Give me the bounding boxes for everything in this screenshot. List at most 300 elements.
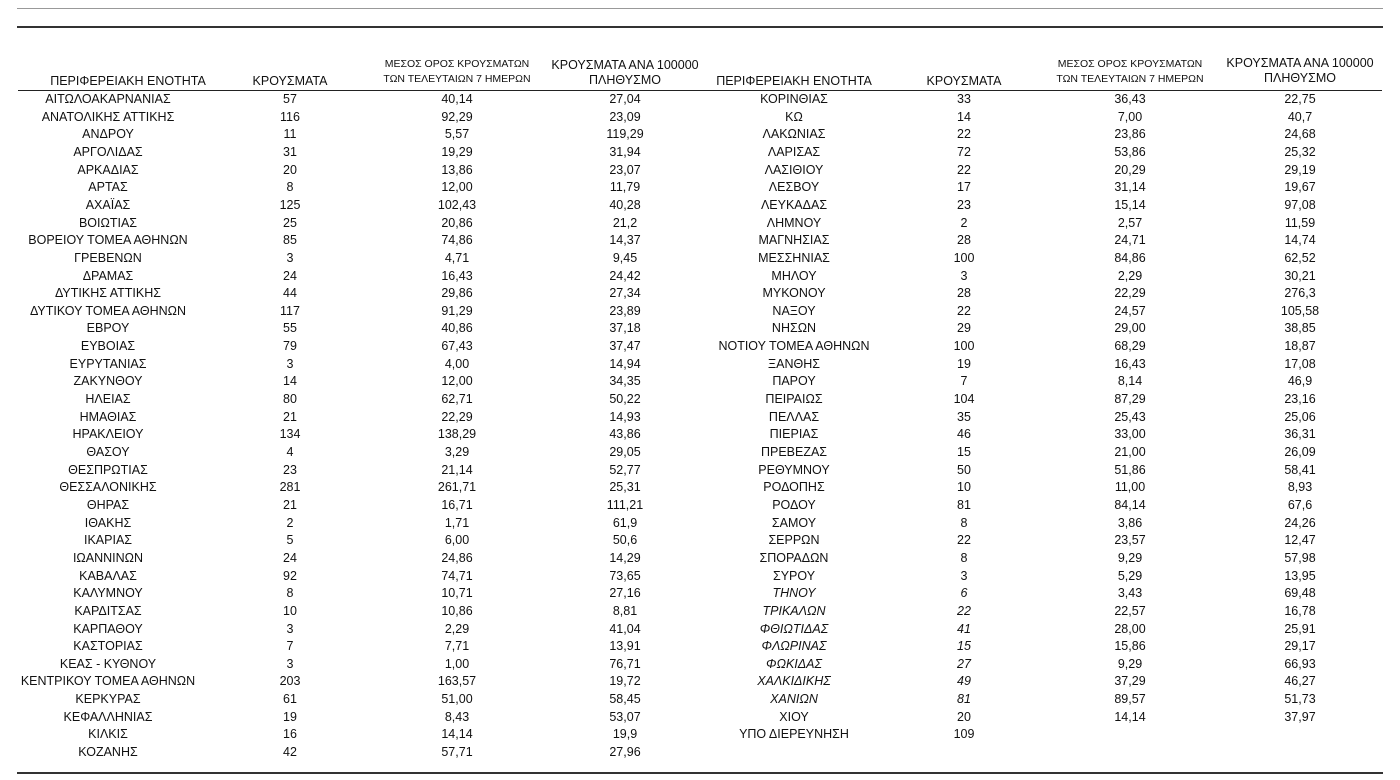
cases-cell: 44 xyxy=(283,286,297,301)
region-cell: ΚΑΛΥΜΝΟΥ xyxy=(73,586,143,601)
per100k-cell: 14,74 xyxy=(1284,233,1316,248)
cases-cell: 10 xyxy=(283,603,297,618)
cases-cell: 41 xyxy=(957,621,971,636)
table-row xyxy=(0,161,1400,179)
cases-cell: 19 xyxy=(957,356,971,371)
cases-cell: 24 xyxy=(283,550,297,565)
region-cell: ΝΟΤΙΟΥ ΤΟΜΕΑ ΑΘΗΝΩΝ xyxy=(718,339,870,354)
region-cell: ΕΥΡΥΤΑΝΙΑΣ xyxy=(69,356,147,371)
per100k-cell: 23,09 xyxy=(609,109,641,124)
region-cell: ΣΑΜΟΥ xyxy=(771,515,817,530)
per100k-cell: 23,16 xyxy=(1284,392,1316,407)
cases-cell: 22 xyxy=(957,303,971,318)
region-cell: ΛΕΣΒΟΥ xyxy=(768,180,820,195)
cases-cell: 81 xyxy=(957,692,971,707)
region-cell: ΧΑΝΙΩΝ xyxy=(770,692,818,707)
region-cell: ΦΘΙΩΤΙΔΑΣ xyxy=(759,621,829,636)
cases-cell: 8 xyxy=(960,515,968,530)
per100k-cell: 11,59 xyxy=(1284,215,1316,230)
per100k-cell: 52,77 xyxy=(609,462,641,477)
avg-7day-cell: 15,86 xyxy=(1114,639,1146,654)
region-cell: ΑΧΑΪΑΣ xyxy=(85,197,131,212)
region-cell: ΓΡΕΒΕΝΩΝ xyxy=(74,250,142,265)
region-cell: ΘΗΡΑΣ xyxy=(86,497,130,512)
header-per100k-line1: ΚΡΟΥΣΜΑΤΑ ΑΝΑ 100000 xyxy=(551,58,699,72)
cases-cell: 100 xyxy=(953,339,975,354)
cases-cell: 116 xyxy=(280,109,300,124)
region-cell: ΙΘΑΚΗΣ xyxy=(84,515,132,530)
header-cases: ΚΡΟΥΣΜΑΤΑ xyxy=(252,74,328,88)
table-row xyxy=(0,372,1400,390)
avg-7day-cell: 11,00 xyxy=(1114,480,1146,495)
avg-7day-cell: 12,00 xyxy=(441,180,473,195)
avg-7day-cell: 20,29 xyxy=(1114,162,1146,177)
region-cell: ΗΜΑΘΙΑΣ xyxy=(79,409,137,424)
avg-7day-cell: 22,29 xyxy=(441,409,473,424)
region-cell: ΚΕΡΚΥΡΑΣ xyxy=(75,692,141,707)
region-cell: ΚΕΦΑΛΛΗΝΙΑΣ xyxy=(63,709,153,724)
region-cell: ΖΑΚΥΝΘΟΥ xyxy=(73,374,143,389)
region-cell: ΒΟΙΩΤΙΑΣ xyxy=(78,215,138,230)
cases-cell: 22 xyxy=(957,603,971,618)
avg-7day-cell: 23,57 xyxy=(1114,533,1146,548)
per100k-cell: 57,98 xyxy=(1284,550,1316,565)
cases-cell: 23 xyxy=(957,197,971,212)
avg-7day-cell: 24,57 xyxy=(1114,303,1146,318)
region-cell: ΑΝΑΤΟΛΙΚΗΣ ΑΤΤΙΚΗΣ xyxy=(41,109,175,124)
header-avg-line1: ΜΕΣΟΣ ΟΡΟΣ ΚΡΟΥΣΜΑΤΩΝ xyxy=(384,58,530,70)
per100k-cell: 24,42 xyxy=(609,268,641,283)
avg-7day-cell: 8,43 xyxy=(444,709,470,724)
cases-cell: 85 xyxy=(283,233,297,248)
region-cell: ΡΕΘΥΜΝΟΥ xyxy=(758,462,830,477)
cases-cell: 104 xyxy=(953,392,975,407)
per100k-cell: 12,47 xyxy=(1284,533,1316,548)
table-row xyxy=(0,249,1400,267)
region-cell: ΗΛΕΙΑΣ xyxy=(85,392,131,407)
avg-7day-cell: 92,29 xyxy=(441,109,473,124)
per100k-cell: 18,87 xyxy=(1284,339,1316,354)
region-cell: ΧΑΛΚΙΔΙΚΗΣ xyxy=(757,674,831,689)
cases-cell: 23 xyxy=(283,462,297,477)
region-cell: ΘΑΣΟΥ xyxy=(86,445,130,459)
region-cell: ΜΕΣΣΗΝΙΑΣ xyxy=(758,250,830,265)
per100k-cell: 13,95 xyxy=(1284,568,1316,583)
per100k-cell: 43,86 xyxy=(609,427,641,442)
footer-rule xyxy=(17,772,1383,774)
region-cell: ΚΑΡΔΙΤΣΑΣ xyxy=(74,603,142,618)
cases-cell: 28 xyxy=(957,286,971,301)
region-cell: ΕΒΡΟΥ xyxy=(86,321,130,336)
cases-cell: 14 xyxy=(283,374,297,389)
cases-cell: 25 xyxy=(283,215,297,230)
avg-7day-cell: 3,86 xyxy=(1117,515,1143,530)
region-cell: ΝΑΞΟΥ xyxy=(772,303,816,318)
cases-cell: 20 xyxy=(957,709,971,724)
avg-7day-cell: 23,86 xyxy=(1114,127,1146,142)
per100k-cell: 66,93 xyxy=(1284,656,1316,671)
cases-cell: 24 xyxy=(283,268,297,283)
per100k-cell: 25,31 xyxy=(609,480,641,495)
per100k-cell: 24,26 xyxy=(1284,515,1316,530)
region-cell: ΧΙΟΥ xyxy=(779,709,809,724)
per100k-cell: 27,16 xyxy=(609,586,641,601)
region-cell: ΙΚΑΡΙΑΣ xyxy=(83,533,133,548)
avg-7day-cell: 57,71 xyxy=(441,745,473,760)
avg-7day-cell: 84,14 xyxy=(1114,497,1146,512)
region-cell: ΚΟΡΙΝΘΙΑΣ xyxy=(760,92,828,106)
avg-7day-cell: 2,57 xyxy=(1117,215,1143,230)
avg-7day-cell: 5,57 xyxy=(444,127,470,142)
per100k-cell: 40,7 xyxy=(1287,109,1313,124)
avg-7day-cell: 14,14 xyxy=(441,727,473,742)
avg-7day-cell: 2,29 xyxy=(1117,268,1143,283)
cases-cell: 8 xyxy=(286,180,294,195)
cases-cell: 2 xyxy=(960,215,968,230)
table-row xyxy=(0,584,1400,602)
cases-cell: 50 xyxy=(957,462,971,477)
per100k-cell: 97,08 xyxy=(1284,197,1316,212)
region-cell: ΑΡΤΑΣ xyxy=(88,180,128,195)
cases-cell: 28 xyxy=(957,233,971,248)
cases-cell: 7 xyxy=(286,639,294,654)
table-row xyxy=(0,319,1400,337)
cases-cell: 35 xyxy=(957,409,971,424)
per100k-cell: 25,91 xyxy=(1284,621,1316,636)
avg-7day-cell: 40,14 xyxy=(441,92,473,106)
region-cell: ΙΩΑΝΝΙΝΩΝ xyxy=(72,550,144,565)
cases-cell: 49 xyxy=(957,674,971,689)
table-row xyxy=(0,549,1400,567)
avg-7day-cell: 37,29 xyxy=(1114,674,1146,689)
cases-cell: 21 xyxy=(283,409,297,424)
per100k-cell: 25,06 xyxy=(1284,409,1316,424)
cases-cell: 3 xyxy=(286,656,294,671)
table-row xyxy=(0,337,1400,355)
header-avg-line2: ΤΩΝ ΤΕΛΕΥΤΑΙΩΝ 7 ΗΜΕΡΩΝ xyxy=(383,73,531,85)
per100k-cell: 27,96 xyxy=(609,745,641,760)
table-row xyxy=(0,708,1400,726)
cases-cell: 21 xyxy=(283,497,297,512)
cases-cell: 27 xyxy=(957,656,971,671)
per100k-cell: 8,81 xyxy=(612,603,638,618)
table-row xyxy=(0,655,1400,673)
per100k-cell: 46,9 xyxy=(1287,374,1313,389)
region-cell: ΑΡΓΟΛΙΔΑΣ xyxy=(73,144,143,159)
region-cell: ΠΡΕΒΕΖΑΣ xyxy=(760,445,828,459)
per100k-cell: 19,9 xyxy=(612,727,638,742)
table-row xyxy=(0,743,1400,761)
region-cell: ΜΑΓΝΗΣΙΑΣ xyxy=(758,233,830,248)
region-cell: ΚΑΒΑΛΑΣ xyxy=(79,568,137,583)
region-cell: ΕΥΒΟΙΑΣ xyxy=(80,339,136,354)
cases-cell: 31 xyxy=(283,144,297,159)
per100k-cell: 58,45 xyxy=(609,692,641,707)
table-row xyxy=(0,284,1400,302)
cases-cell: 3 xyxy=(960,568,968,583)
region-cell: ΑΡΚΑΔΙΑΣ xyxy=(77,162,139,177)
table-row xyxy=(0,355,1400,373)
table-row xyxy=(0,125,1400,143)
cases-cell: 22 xyxy=(957,127,971,142)
cases-cell: 72 xyxy=(957,144,971,159)
avg-7day-cell: 20,86 xyxy=(441,215,473,230)
per100k-cell: 19,67 xyxy=(1284,180,1316,195)
avg-7day-cell: 102,43 xyxy=(437,197,477,212)
cases-cell: 29 xyxy=(957,321,971,336)
cases-cell: 4 xyxy=(286,445,294,459)
cases-cell: 80 xyxy=(283,392,297,407)
header-region: ΠΕΡΙΦΕΡΕΙΑΚΗ ΕΝΟΤΗΤΑ xyxy=(716,74,872,88)
per100k-cell: 51,73 xyxy=(1284,692,1316,707)
avg-7day-cell: 10,86 xyxy=(441,603,473,618)
avg-7day-cell: 138,29 xyxy=(437,427,477,442)
per100k-cell: 22,75 xyxy=(1284,92,1316,106)
per100k-cell: 34,35 xyxy=(609,374,641,389)
avg-7day-cell: 6,00 xyxy=(444,533,470,548)
region-cell: ΣΕΡΡΩΝ xyxy=(768,533,820,548)
cases-cell: 15 xyxy=(957,639,971,654)
cases-cell: 100 xyxy=(953,250,975,265)
avg-7day-cell: 4,71 xyxy=(444,250,470,265)
avg-7day-cell: 84,86 xyxy=(1114,250,1146,265)
per100k-cell: 19,72 xyxy=(609,674,641,689)
region-cell: ΔΡΑΜΑΣ xyxy=(82,268,134,283)
cases-cell: 22 xyxy=(957,533,971,548)
table-row xyxy=(0,178,1400,196)
cases-cell: 55 xyxy=(283,321,297,336)
per100k-cell: 27,34 xyxy=(609,286,641,301)
avg-7day-cell: 89,57 xyxy=(1114,692,1146,707)
per100k-cell: 69,48 xyxy=(1284,586,1316,601)
per100k-cell: 37,47 xyxy=(609,339,641,354)
header-rule xyxy=(17,26,1383,28)
per100k-cell: 38,85 xyxy=(1284,321,1316,336)
avg-7day-cell: 3,29 xyxy=(444,445,470,459)
avg-7day-cell: 4,00 xyxy=(444,356,470,371)
table-row xyxy=(0,725,1400,743)
avg-7day-cell: 7,00 xyxy=(1117,109,1143,124)
per100k-cell: 76,71 xyxy=(609,656,641,671)
per100k-cell: 73,65 xyxy=(609,568,641,583)
avg-7day-cell: 68,29 xyxy=(1114,339,1146,354)
avg-7day-cell: 21,14 xyxy=(441,462,473,477)
region-cell: ΡΟΔΟΠΗΣ xyxy=(763,480,825,495)
cases-cell: 57 xyxy=(283,92,297,106)
cases-cell: 20 xyxy=(283,162,297,177)
cases-cell: 8 xyxy=(286,586,294,601)
per100k-cell: 40,28 xyxy=(609,197,641,212)
region-cell: ΒΟΡΕΙΟΥ ΤΟΜΕΑ ΑΘΗΝΩΝ xyxy=(28,233,188,248)
header-per100k-line1: ΚΡΟΥΣΜΑΤΑ ΑΝΑ 100000 xyxy=(1226,56,1374,70)
avg-7day-cell: 8,14 xyxy=(1117,374,1143,389)
cases-cell: 46 xyxy=(957,427,971,442)
table-row xyxy=(0,143,1400,161)
cases-cell: 3 xyxy=(286,250,294,265)
per100k-cell: 50,22 xyxy=(609,392,641,407)
region-cell: ΤΡΙΚΑΛΩΝ xyxy=(762,603,826,618)
region-cell: ΑΙΤΩΛΟΑΚΑΡΝΑΝΙΑΣ xyxy=(45,92,171,106)
avg-7day-cell: 29,86 xyxy=(441,286,473,301)
table-row xyxy=(0,267,1400,285)
region-cell: ΑΝΔΡΟΥ xyxy=(82,127,134,142)
avg-7day-cell: 10,71 xyxy=(441,586,473,601)
per100k-cell: 50,6 xyxy=(612,533,638,548)
avg-7day-cell: 16,43 xyxy=(1114,356,1146,371)
avg-7day-cell: 22,29 xyxy=(1114,286,1146,301)
header-cases: ΚΡΟΥΣΜΑΤΑ xyxy=(926,74,1002,88)
per100k-cell: 29,17 xyxy=(1284,639,1316,654)
avg-7day-cell: 12,00 xyxy=(441,374,473,389)
per100k-cell: 37,97 xyxy=(1284,709,1316,724)
table-row xyxy=(0,196,1400,214)
cases-cell: 17 xyxy=(957,180,971,195)
per100k-cell: 276,3 xyxy=(1284,286,1316,301)
header-region: ΠΕΡΙΦΕΡΕΙΑΚΗ ΕΝΟΤΗΤΑ xyxy=(50,74,206,88)
per100k-cell: 67,6 xyxy=(1287,497,1313,512)
table-row xyxy=(0,214,1400,232)
region-cell: ΘΕΣΠΡΩΤΙΑΣ xyxy=(68,462,148,477)
region-cell: ΛΑΚΩΝΙΑΣ xyxy=(762,127,826,142)
region-cell: ΠΕΛΛΑΣ xyxy=(768,409,820,424)
region-cell: ΗΡΑΚΛΕΙΟΥ xyxy=(72,427,144,442)
per100k-cell: 46,27 xyxy=(1284,674,1316,689)
table-row xyxy=(0,231,1400,249)
region-cell: ΥΠΟ ΔΙΕΡΕΥΝΗΣΗ xyxy=(739,727,849,742)
region-cell: ΦΩΚΙΔΑΣ xyxy=(766,656,822,671)
cases-cell: 281 xyxy=(279,480,301,495)
per100k-cell: 105,58 xyxy=(1280,303,1320,318)
avg-7day-cell: 9,29 xyxy=(1117,656,1143,671)
region-cell: ΠΙΕΡΙΑΣ xyxy=(769,427,819,442)
cases-cell: 109 xyxy=(953,727,975,742)
avg-7day-cell: 19,29 xyxy=(441,144,473,159)
table-row xyxy=(0,690,1400,708)
avg-7day-cell: 7,71 xyxy=(444,639,470,654)
region-cell: ΚΙΛΚΙΣ xyxy=(88,727,128,742)
avg-7day-cell: 24,71 xyxy=(1114,233,1146,248)
region-cell: ΚΩ xyxy=(785,109,803,124)
table-row xyxy=(0,514,1400,532)
per100k-cell: 14,29 xyxy=(609,550,641,565)
per100k-cell: 14,93 xyxy=(609,409,641,424)
avg-7day-cell: 51,00 xyxy=(441,692,473,707)
table-row xyxy=(0,602,1400,620)
per100k-cell: 11,79 xyxy=(609,180,641,195)
table-row xyxy=(0,90,1400,108)
avg-7day-cell: 24,86 xyxy=(441,550,473,565)
avg-7day-cell: 16,43 xyxy=(441,268,473,283)
avg-7day-cell: 13,86 xyxy=(441,162,473,177)
per100k-cell: 24,68 xyxy=(1284,127,1316,142)
per100k-cell: 17,08 xyxy=(1284,356,1316,371)
per100k-cell: 14,37 xyxy=(609,233,641,248)
per100k-cell: 16,78 xyxy=(1284,603,1316,618)
table-row xyxy=(0,461,1400,479)
per100k-cell: 13,91 xyxy=(609,639,641,654)
region-cell: ΚΑΡΠΑΘΟΥ xyxy=(73,621,143,636)
avg-7day-cell: 1,00 xyxy=(444,656,470,671)
region-cell: ΔΥΤΙΚΗΣ ΑΤΤΙΚΗΣ xyxy=(55,286,161,301)
per100k-cell: 25,32 xyxy=(1284,144,1316,159)
per100k-cell: 29,05 xyxy=(609,445,641,459)
per100k-cell: 8,93 xyxy=(1287,480,1313,495)
table-row xyxy=(0,496,1400,514)
region-cell: ΘΕΣΣΑΛΟΝΙΚΗΣ xyxy=(59,480,157,495)
avg-7day-cell: 74,71 xyxy=(441,568,473,583)
region-cell: ΜΗΛΟΥ xyxy=(771,268,817,283)
per100k-cell: 41,04 xyxy=(609,621,641,636)
per100k-cell: 29,19 xyxy=(1284,162,1316,177)
avg-7day-cell: 163,57 xyxy=(437,674,477,689)
per100k-cell: 30,21 xyxy=(1284,268,1316,283)
cases-cell: 10 xyxy=(957,480,971,495)
cases-cell: 117 xyxy=(280,303,300,318)
region-cell: ΛΑΡΙΣΑΣ xyxy=(767,144,821,159)
cases-cell: 5 xyxy=(286,533,294,548)
region-cell: ΚΟΖΑΝΗΣ xyxy=(78,745,138,760)
avg-7day-cell: 22,57 xyxy=(1114,603,1146,618)
region-cell: ΤΗΝΟΥ xyxy=(772,586,816,601)
region-cell: ΣΥΡΟΥ xyxy=(772,568,816,583)
per100k-cell: 31,94 xyxy=(609,144,641,159)
avg-7day-cell: 91,29 xyxy=(441,303,473,318)
per100k-cell: 21,2 xyxy=(612,215,638,230)
table-row xyxy=(0,567,1400,585)
cases-cell: 134 xyxy=(279,427,301,442)
cases-cell: 14 xyxy=(957,109,971,124)
cases-cell: 2 xyxy=(286,515,294,530)
region-cell: ΛΑΣΙΘΙΟΥ xyxy=(764,162,824,177)
avg-7day-cell: 25,43 xyxy=(1114,409,1146,424)
avg-7day-cell: 33,00 xyxy=(1114,427,1146,442)
per100k-cell: 62,52 xyxy=(1284,250,1316,265)
per100k-cell: 27,04 xyxy=(609,92,641,106)
table-row xyxy=(0,443,1400,461)
per100k-cell: 26,09 xyxy=(1284,445,1316,459)
cases-cell: 92 xyxy=(283,568,297,583)
per100k-cell: 23,89 xyxy=(609,303,641,318)
table-row xyxy=(0,302,1400,320)
per100k-cell: 23,07 xyxy=(609,162,641,177)
header-avg-line2: ΤΩΝ ΤΕΛΕΥΤΑΙΩΝ 7 ΗΜΕΡΩΝ xyxy=(1056,73,1204,85)
avg-7day-cell: 74,86 xyxy=(441,233,473,248)
region-cell: ΣΠΟΡΑΔΩΝ xyxy=(759,550,829,565)
cases-cell: 61 xyxy=(283,692,297,707)
avg-7day-cell: 5,29 xyxy=(1117,568,1143,583)
cases-cell: 19 xyxy=(283,709,297,724)
avg-7day-cell: 14,14 xyxy=(1114,709,1146,724)
header-per100k-line2: ΠΛΗΘΥΣΜΟ xyxy=(1264,71,1336,85)
table-row xyxy=(0,620,1400,638)
cases-cell: 42 xyxy=(283,745,297,760)
avg-7day-cell: 28,00 xyxy=(1114,621,1146,636)
region-cell: ΠΑΡΟΥ xyxy=(772,374,816,389)
region-cell: ΞΑΝΘΗΣ xyxy=(768,356,820,371)
avg-7day-cell: 31,14 xyxy=(1114,180,1146,195)
cases-cell: 79 xyxy=(283,339,297,354)
per100k-cell: 111,21 xyxy=(606,497,644,512)
header-avg-line1: ΜΕΣΟΣ ΟΡΟΣ ΚΡΟΥΣΜΑΤΩΝ xyxy=(1057,58,1203,70)
avg-7day-cell: 261,71 xyxy=(437,480,477,495)
avg-7day-cell: 9,29 xyxy=(1117,550,1143,565)
per100k-cell: 9,45 xyxy=(612,250,638,265)
avg-7day-cell: 36,43 xyxy=(1114,92,1146,106)
header-per100k-line2: ΠΛΗΘΥΣΜΟ xyxy=(589,73,661,87)
region-cell: ΚΕΝΤΡΙΚΟΥ ΤΟΜΕΑ ΑΘΗΝΩΝ xyxy=(20,674,196,689)
avg-7day-cell: 53,86 xyxy=(1114,144,1146,159)
region-cell: ΚΑΣΤΟΡΙΑΣ xyxy=(73,639,143,654)
